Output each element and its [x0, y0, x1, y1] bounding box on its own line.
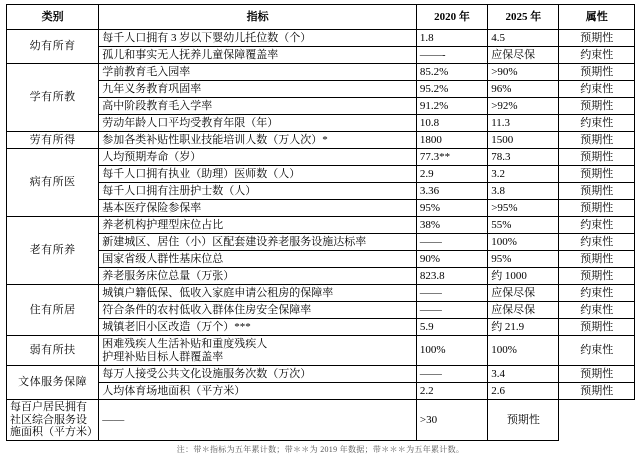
indicator-cell: 劳动年龄人口平均受教育年限（年）: [99, 115, 417, 132]
indicator-cell: 基本医疗保险参保率: [99, 200, 417, 217]
value-2020-cell: ——: [416, 234, 487, 251]
table-row: [7, 183, 635, 200]
table-row: [7, 383, 635, 400]
table-row: [7, 166, 635, 183]
table-row: [7, 47, 635, 64]
table-row: [7, 217, 635, 234]
category-cell: 老有所养: [7, 217, 99, 285]
value-2025-cell: 100%: [488, 336, 559, 366]
category-cell: 劳有所得: [7, 132, 99, 149]
value-2025-cell: 1500: [488, 132, 559, 149]
value-2020-cell: 85.2%: [416, 64, 487, 81]
value-2020-cell: 38%: [416, 217, 487, 234]
header-year-2025: 2025 年: [488, 5, 559, 30]
table-row: [7, 115, 635, 132]
indicator-cell: 高中阶段教育毛入学率: [99, 98, 417, 115]
value-2025-cell: 3.8: [488, 183, 559, 200]
table-row: [7, 98, 635, 115]
attribute-cell: 预期性: [559, 30, 635, 47]
indicator-cell: 新建城区、居住（小）区配套建设养老服务设施达标率: [99, 234, 417, 251]
table-row: [7, 64, 635, 81]
value-2020-cell: 1800: [416, 132, 487, 149]
attribute-cell: 预期性: [559, 268, 635, 285]
value-2025-cell: >92%: [488, 98, 559, 115]
value-2020-cell: 90%: [416, 251, 487, 268]
attribute-cell: 约束性: [559, 234, 635, 251]
attribute-cell: 预期性: [559, 149, 635, 166]
indicator-cell: 养老服务床位总量（万张）: [99, 268, 417, 285]
value-2025-cell: 3.4: [488, 366, 559, 383]
table-row: [7, 366, 635, 383]
attribute-cell: 预期性: [559, 183, 635, 200]
attribute-cell: 预期性: [559, 319, 635, 336]
value-2020-cell: ——-: [416, 47, 487, 64]
table-row: [7, 285, 635, 302]
indicator-table: [6, 4, 635, 441]
category-cell: 住有所居: [7, 285, 99, 336]
value-2025-cell: 应保尽保: [488, 285, 559, 302]
value-2020-cell: 5.9: [416, 319, 487, 336]
attribute-cell: 约束性: [559, 217, 635, 234]
indicator-cell: 城镇户籍低保、低收入家庭申请公租房的保障率: [99, 285, 417, 302]
indicator-cell: 人均体育场地面积（平方米）: [99, 383, 417, 400]
category-cell: 学有所教: [7, 64, 99, 132]
table-row: [7, 149, 635, 166]
table-row: [7, 302, 635, 319]
attribute-cell: 预期性: [559, 132, 635, 149]
value-2020-cell: 95.2%: [416, 81, 487, 98]
indicator-cell: 每千人口拥有执业（助理）医师数（人）: [99, 166, 417, 183]
table-row: [7, 319, 635, 336]
value-2025-cell: >95%: [488, 200, 559, 217]
table-footnote: 注：带＊指标为五年累计数；带＊＊为 2019 年数据；带＊＊＊为五年累计数。: [176, 444, 465, 454]
indicator-cell: 九年义务教育巩固率: [99, 81, 417, 98]
value-2020-cell: 2.9: [416, 166, 487, 183]
attribute-cell: 约束性: [559, 115, 635, 132]
header-year-2020: 2020 年: [416, 5, 487, 30]
indicator-cell: 每百户居民拥有社区综合服务设施面积（平方米）: [7, 400, 99, 441]
header-category: 类别: [7, 5, 99, 30]
value-2020-cell: ——: [99, 400, 417, 441]
value-2020-cell: 823.8: [416, 268, 487, 285]
value-2020-cell: ——: [416, 302, 487, 319]
value-2020-cell: ——: [416, 285, 487, 302]
category-cell: 文体服务保障: [7, 366, 99, 400]
attribute-cell: 预期性: [559, 200, 635, 217]
value-2025-cell: 3.2: [488, 166, 559, 183]
table-row: [7, 200, 635, 217]
value-2025-cell: 11.3: [488, 115, 559, 132]
value-2025-cell: 约 1000: [488, 268, 559, 285]
table-row: [7, 336, 635, 366]
table-row: [7, 234, 635, 251]
value-2025-cell: 约 21.9: [488, 319, 559, 336]
attribute-cell: 约束性: [559, 285, 635, 302]
category-cell: 病有所医: [7, 149, 99, 217]
table-row: [7, 268, 635, 285]
indicator-cell: 符合条件的农村低收入群体住房安全保障率: [99, 302, 417, 319]
indicator-cell: 人均预期寿命（岁）: [99, 149, 417, 166]
value-2020-cell: 1.8: [416, 30, 487, 47]
table-row: [7, 30, 635, 47]
attribute-cell: 约束性: [559, 302, 635, 319]
table-row: [7, 132, 635, 149]
value-2020-cell: 77.3**: [416, 149, 487, 166]
value-2025-cell: 2.6: [488, 383, 559, 400]
attribute-cell: 约束性: [559, 336, 635, 366]
value-2020-cell: 2.2: [416, 383, 487, 400]
table-header: [7, 5, 635, 30]
value-2025-cell: 4.5: [488, 30, 559, 47]
value-2025-cell: 78.3: [488, 149, 559, 166]
attribute-cell: 预期性: [559, 98, 635, 115]
indicator-cell: 参加各类补贴性职业技能培训人数（万人次）*: [99, 132, 417, 149]
attribute-cell: 预期性: [559, 166, 635, 183]
value-2020-cell: 91.2%: [416, 98, 487, 115]
indicator-cell: 国家省级人群性基床位总: [99, 251, 417, 268]
value-2025-cell: 应保尽保: [488, 47, 559, 64]
table-header-row: [7, 5, 635, 30]
header-attribute: 属性: [559, 5, 635, 30]
header-indicator: 指标: [99, 5, 417, 30]
category-cell: 幼有所育: [7, 30, 99, 64]
value-2025-cell: >30: [416, 400, 487, 441]
attribute-cell: 预期性: [559, 383, 635, 400]
table-row: [7, 251, 635, 268]
value-2025-cell: 95%: [488, 251, 559, 268]
indicator-cell: 每千人口拥有注册护士数（人）: [99, 183, 417, 200]
value-2025-cell: 100%: [488, 234, 559, 251]
attribute-cell: 预期性: [559, 64, 635, 81]
attribute-cell: 约束性: [559, 47, 635, 64]
category-cell: 弱有所扶: [7, 336, 99, 366]
value-2020-cell: 95%: [416, 200, 487, 217]
attribute-cell: 预期性: [488, 400, 559, 441]
indicator-cell: 养老机构护理型床位占比: [99, 217, 417, 234]
value-2025-cell: >90%: [488, 64, 559, 81]
table-row: [7, 81, 635, 98]
attribute-cell: 预期性: [559, 251, 635, 268]
attribute-cell: 预期性: [559, 366, 635, 383]
indicator-cell: 困难残疾人生活补贴和重度残疾人 护理补贴目标人群覆盖率: [99, 336, 417, 366]
indicator-cell: 城镇老旧小区改造（万个）***: [99, 319, 417, 336]
indicator-cell: 孤儿和事实无人抚养儿童保障覆盖率: [99, 47, 417, 64]
indicator-cell: 学前教育毛入园率: [99, 64, 417, 81]
table-body: [7, 30, 635, 441]
value-2020-cell: 100%: [416, 336, 487, 366]
attribute-cell: 约束性: [559, 81, 635, 98]
value-2025-cell: 应保尽保: [488, 302, 559, 319]
table-row: [7, 400, 635, 441]
indicator-cell: 每千人口拥有 3 岁以下婴幼儿托位数（个）: [99, 30, 417, 47]
value-2020-cell: ——: [416, 366, 487, 383]
indicator-cell: 每万人接受公共文化设施服务次数（万次）: [99, 366, 417, 383]
value-2020-cell: 10.8: [416, 115, 487, 132]
value-2020-cell: 3.36: [416, 183, 487, 200]
value-2025-cell: 96%: [488, 81, 559, 98]
value-2025-cell: 55%: [488, 217, 559, 234]
